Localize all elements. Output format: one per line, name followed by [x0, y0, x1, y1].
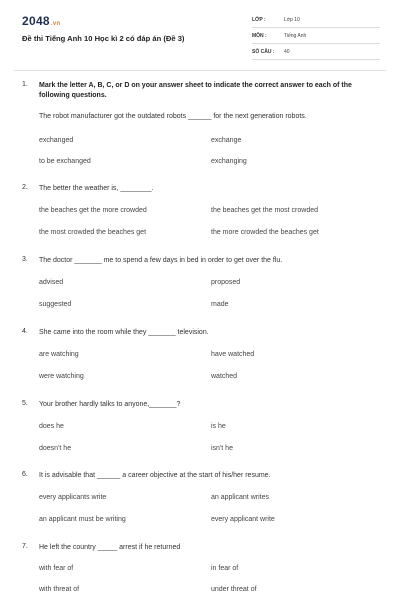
option-d[interactable]: watched	[211, 373, 238, 380]
header-divider	[14, 70, 386, 71]
meta-value-class: Lớp 10	[284, 17, 300, 23]
question-number: 2.	[22, 184, 28, 191]
option-c[interactable]: doesn't he	[39, 445, 72, 452]
question-instruction: Mark the letter A, B, C, or D on your answer sheet to indicate the correct answer to each of the following questions.	[39, 82, 352, 99]
logo-text: 2048	[22, 14, 50, 28]
question-number: 3.	[22, 256, 28, 263]
meta-row-subject	[252, 30, 380, 44]
meta-label-question-count: SỐ CÂU :	[252, 49, 275, 55]
option-b[interactable]: the beaches get the most crowded	[211, 207, 319, 214]
question-sentence: The robot manufacturer got the outdated robots ______ for the next generation robots.	[39, 113, 307, 120]
option-d[interactable]: exchanging	[211, 158, 247, 165]
option-a[interactable]: the beaches get the more crowded	[39, 207, 147, 214]
option-d[interactable]: under threat of	[211, 586, 257, 593]
meta-label-subject: MÔN :	[252, 33, 267, 39]
option-a[interactable]: every applicants write	[39, 494, 107, 501]
option-b[interactable]: proposed	[211, 279, 241, 286]
question-text: Your brother hardly talks to anyone,_______?	[39, 401, 181, 408]
option-c[interactable]: the most crowded the beaches get	[39, 229, 147, 236]
exam-title: Đề thi Tiếng Anh 10 Học kì 2 có đáp án (Đề 3)	[22, 34, 185, 43]
question-text: It is advisable that ______ a career objective at the start of his/her resume.	[39, 472, 271, 479]
option-a[interactable]: advised	[39, 279, 64, 286]
option-b[interactable]: is he	[211, 423, 226, 430]
question-text: The doctor _______ me to spend a few days in bed in order to get over the flu.	[39, 257, 283, 264]
option-c[interactable]: with threat of	[39, 586, 80, 593]
question-text: The better the weather is, ________.	[39, 185, 154, 192]
meta-value-question-count: 40	[284, 49, 290, 55]
option-d[interactable]: every applicant write	[211, 516, 275, 523]
question-number: 1.	[22, 81, 28, 88]
option-d[interactable]: the more crowded the beaches get	[211, 229, 319, 236]
option-b[interactable]: exchange	[211, 137, 242, 144]
option-d[interactable]: made	[211, 301, 229, 308]
question-number: 4.	[22, 328, 28, 335]
logo-suffix: .vn	[50, 21, 61, 27]
option-c[interactable]: to be exchanged	[39, 158, 91, 165]
question-number: 5.	[22, 400, 28, 407]
meta-row-class	[252, 14, 380, 28]
option-c[interactable]: an applicant must be writing	[39, 516, 126, 523]
site-logo[interactable]	[22, 14, 60, 28]
question-number: 7.	[22, 543, 28, 550]
option-c[interactable]: were watching	[39, 373, 84, 380]
option-d[interactable]: isn't he	[211, 445, 233, 452]
meta-row-question-count	[252, 46, 380, 60]
question-text: She came into the room while they _______ television.	[39, 329, 209, 336]
option-a[interactable]: does he	[39, 423, 64, 430]
option-b[interactable]: in fear of	[211, 565, 239, 572]
option-b[interactable]: have watched	[211, 351, 255, 358]
option-b[interactable]: an applicant writes	[211, 494, 269, 501]
option-a[interactable]: with fear of	[39, 565, 74, 572]
meta-value-subject: Tiếng Anh	[284, 33, 307, 39]
option-a[interactable]: exchanged	[39, 137, 74, 144]
option-a[interactable]: are watching	[39, 351, 79, 358]
question-number: 6.	[22, 471, 28, 478]
meta-label-class: LỚP :	[252, 17, 266, 23]
option-c[interactable]: suggested	[39, 301, 72, 308]
page-header	[0, 0, 400, 66]
question-text: He left the country _____ arrest if he returned	[39, 544, 181, 551]
exam-meta-box	[252, 14, 380, 62]
